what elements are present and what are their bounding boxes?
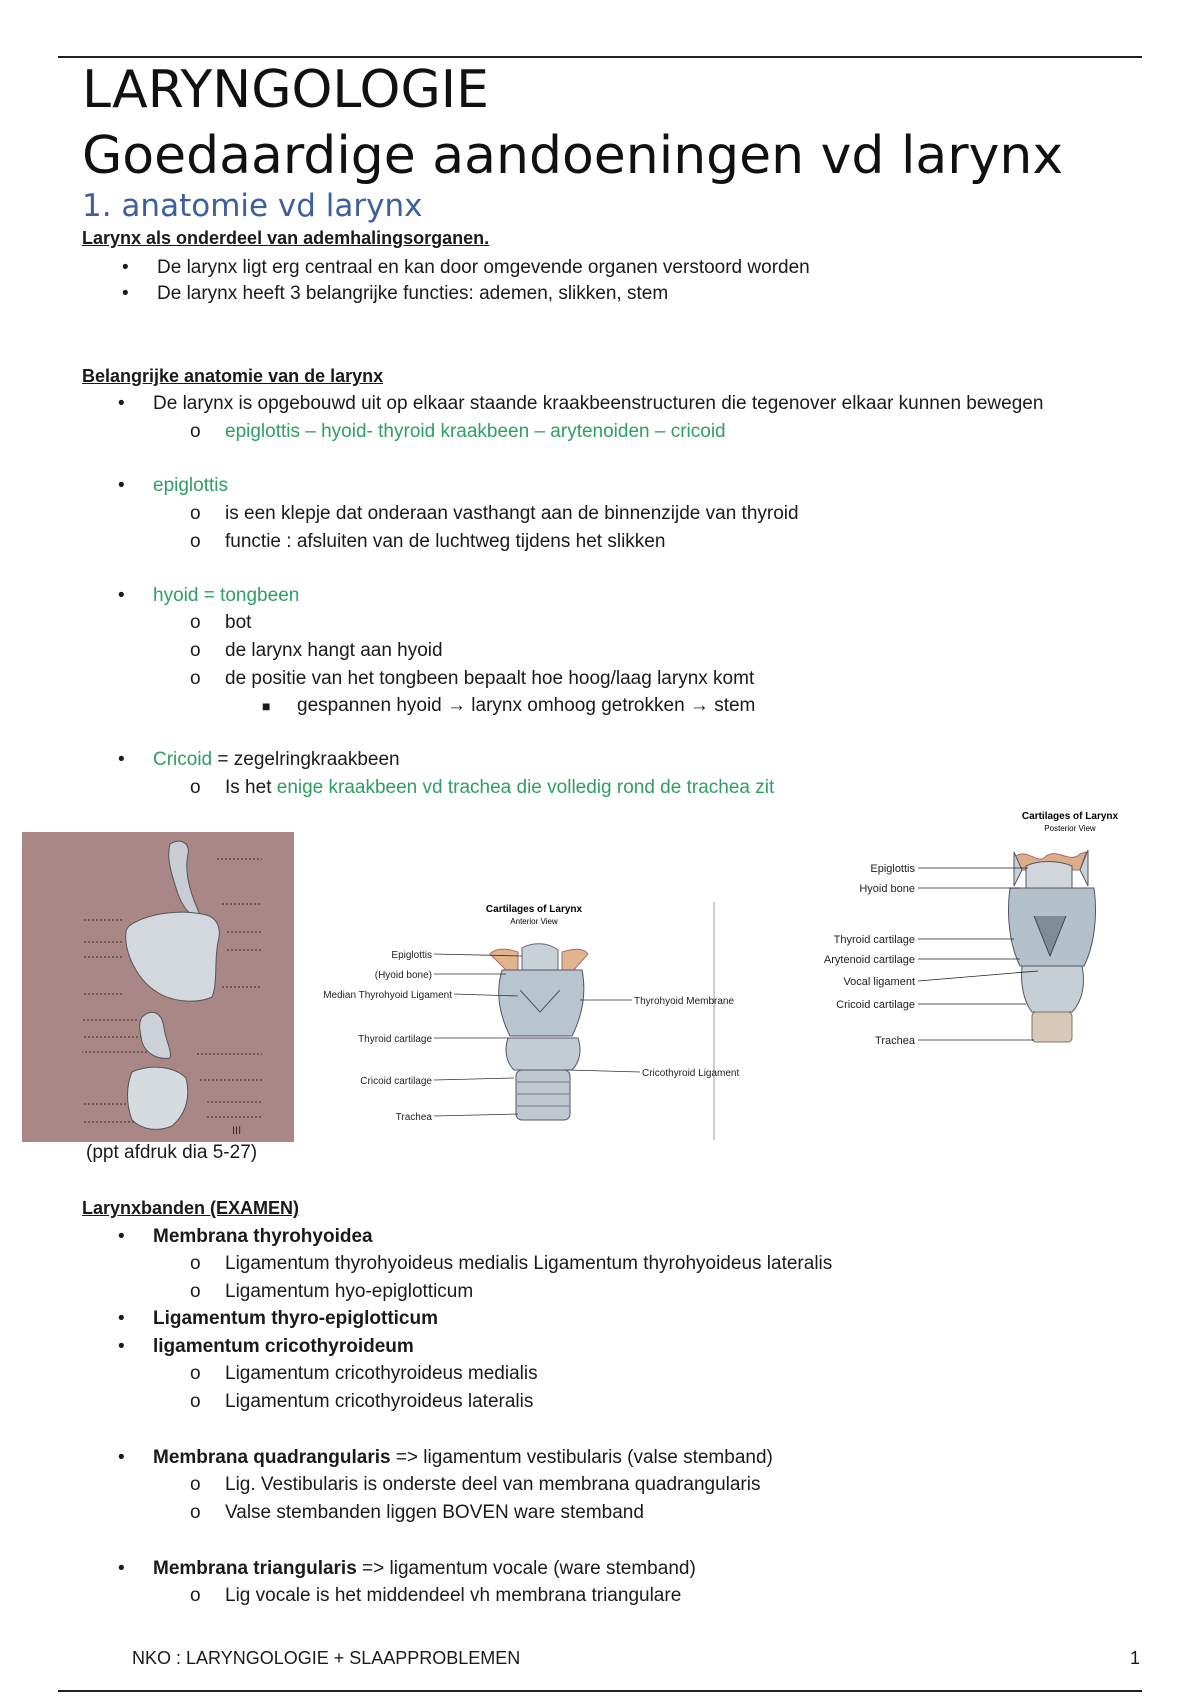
figure-anterior-view	[296, 900, 766, 1150]
cricoid-definition: = zegelringkraakbeen	[212, 749, 400, 770]
anterior-label: (Hyoid bone)	[374, 970, 432, 981]
bullet-circle: o	[190, 421, 201, 442]
bullet-dot: •	[122, 283, 129, 304]
bullet-dot: •	[118, 1308, 125, 1329]
section-heading-anatomy: 1. anatomie vd larynx	[82, 188, 423, 224]
list-item: Lig. Vestibularis is onderste deel van membrana quadrangularis	[225, 1474, 761, 1495]
bullet-circle: o	[190, 1585, 201, 1606]
page-subtitle: Goedaardige aandoeningen vd larynx	[82, 126, 1064, 186]
list-item-epiglottis: epiglottis	[153, 475, 228, 496]
list-item: is een klepje dat onderaan vasthangt aan de binnenzijde van thyroid	[225, 503, 799, 524]
bullet-circle: o	[190, 1502, 201, 1523]
list-item: ligamentum cricothyroideum	[153, 1336, 414, 1357]
posterior-label: Hyoid bone	[859, 883, 915, 895]
anterior-title: Cartilages of Larynx	[485, 904, 583, 915]
bottom-rule	[58, 1690, 1142, 1692]
list-item: gespannen hyoid → larynx omhoog getrokken → stem	[297, 695, 756, 716]
bullet-dot: •	[118, 1336, 125, 1357]
page-number: 1	[1130, 1648, 1141, 1668]
anterior-label: Median Thyrohyoid Ligament	[323, 990, 452, 1001]
bullet-square: ■	[262, 698, 271, 714]
list-item: Ligamentum thyrohyoideus medialis Ligamentum thyrohyoideus lateralis	[225, 1253, 833, 1274]
bullet-circle: o	[190, 503, 201, 524]
bullet-dot: •	[118, 749, 125, 770]
bullet-circle: o	[190, 1253, 201, 1274]
term-definition: => ligamentum vestibularis (valse stemband)	[390, 1447, 773, 1468]
anterior-subtitle: Anterior View	[510, 917, 558, 926]
list-item: Ligamentum hyo-epiglotticum	[225, 1281, 474, 1302]
posterior-label: Vocal ligament	[843, 976, 915, 988]
section3-heading: Larynxbanden (EXAMEN)	[82, 1198, 300, 1218]
section2-heading: Belangrijke anatomie van de larynx	[82, 366, 384, 386]
term-bold: Membrana quadrangularis	[153, 1447, 391, 1468]
posterior-label: Epiglottis	[870, 863, 915, 875]
list-item	[225, 776, 774, 800]
list-item	[153, 1446, 773, 1470]
cricoid-term: Cricoid	[153, 749, 213, 770]
list-item: Ligamentum cricothyroideus medialis	[225, 1363, 538, 1384]
bullet-circle: o	[190, 1281, 201, 1302]
list-item	[153, 1557, 696, 1581]
anterior-label: Epiglottis	[391, 950, 432, 961]
list-item: Ligamentum thyro-epiglotticum	[153, 1308, 438, 1329]
figure-number: III	[232, 1125, 242, 1137]
list-item: Valse stembanden liggen BOVEN ware stemband	[225, 1502, 644, 1523]
bullet-dot: •	[118, 475, 125, 496]
list-item: Membrana thyrohyoidea	[153, 1226, 373, 1247]
bullet-dot: •	[118, 1558, 125, 1579]
bullet-circle: o	[190, 1391, 201, 1412]
bullet-dot: •	[118, 1226, 125, 1247]
list-item-cricoid	[153, 748, 400, 772]
figure-lateral-cartilages	[22, 832, 294, 1142]
list-item: Lig vocale is het middendeel vh membrana triangulare	[225, 1585, 682, 1606]
bullet-circle: o	[190, 668, 201, 689]
posterior-label: Cricoid cartilage	[836, 999, 915, 1011]
figure-posterior-view	[788, 806, 1140, 1068]
bullet-dot: •	[122, 257, 129, 278]
section1-heading: Larynx als onderdeel van ademhalingsorganen.	[82, 228, 490, 248]
cricoid-sub-highlight: enige kraakbeen vd trachea die volledig rond de trachea zit	[276, 777, 775, 798]
term-bold: Membrana triangularis	[153, 1558, 357, 1579]
list-item: epiglottis – hyoid- thyroid kraakbeen – arytenoiden – cricoid	[225, 421, 726, 442]
posterior-label: Trachea	[875, 1035, 915, 1047]
bullet-circle: o	[190, 531, 201, 552]
list-item: De larynx ligt erg centraal en kan door omgevende organen verstoord worden	[157, 257, 810, 278]
cricoid-sub-prefix: Is het	[225, 777, 277, 798]
bullet-dot: •	[118, 585, 125, 606]
list-item: De larynx heeft 3 belangrijke functies: ademen, slikken, stem	[157, 283, 669, 304]
posterior-subtitle: Posterior View	[1044, 824, 1096, 833]
posterior-label: Thyroid cartilage	[833, 934, 915, 946]
bullet-circle: o	[190, 777, 201, 798]
figure-caption: (ppt afdruk dia 5-27)	[86, 1142, 258, 1163]
anterior-label: Trachea	[395, 1112, 432, 1123]
term-definition: => ligamentum vocale (ware stemband)	[356, 1558, 696, 1579]
bullet-circle: o	[190, 1363, 201, 1384]
anterior-label: Thyroid cartilage	[358, 1034, 432, 1045]
bullet-circle: o	[190, 612, 201, 633]
bullet-dot: •	[118, 393, 125, 414]
list-item: bot	[225, 612, 252, 633]
posterior-label: Arytenoid cartilage	[823, 954, 915, 966]
bullet-circle: o	[190, 640, 201, 661]
list-item-hyoid: hyoid = tongbeen	[153, 585, 300, 606]
anterior-label: Cricoid cartilage	[360, 1076, 432, 1087]
list-item: Ligamentum cricothyroideus lateralis	[225, 1391, 534, 1412]
list-item: de larynx hangt aan hyoid	[225, 640, 443, 661]
anterior-label: Thyrohyoid Membrane	[634, 996, 735, 1007]
footer-text: NKO : LARYNGOLOGIE + SLAAPPROBLEMEN	[132, 1648, 521, 1668]
anterior-label: Cricothyroid Ligament	[642, 1068, 740, 1079]
bullet-dot: •	[118, 1447, 125, 1468]
list-item: De larynx is opgebouwd uit op elkaar staande kraakbeenstructuren die tegenover elkaar kunnen bewegen	[153, 393, 1044, 414]
posterior-title: Cartilages of Larynx	[1021, 811, 1119, 822]
page-title: LARYNGOLOGIE	[82, 60, 489, 120]
list-item: de positie van het tongbeen bepaalt hoe hoog/laag larynx komt	[225, 668, 755, 689]
bullet-circle: o	[190, 1474, 201, 1495]
list-item: functie : afsluiten van de luchtweg tijdens het slikken	[225, 531, 666, 552]
